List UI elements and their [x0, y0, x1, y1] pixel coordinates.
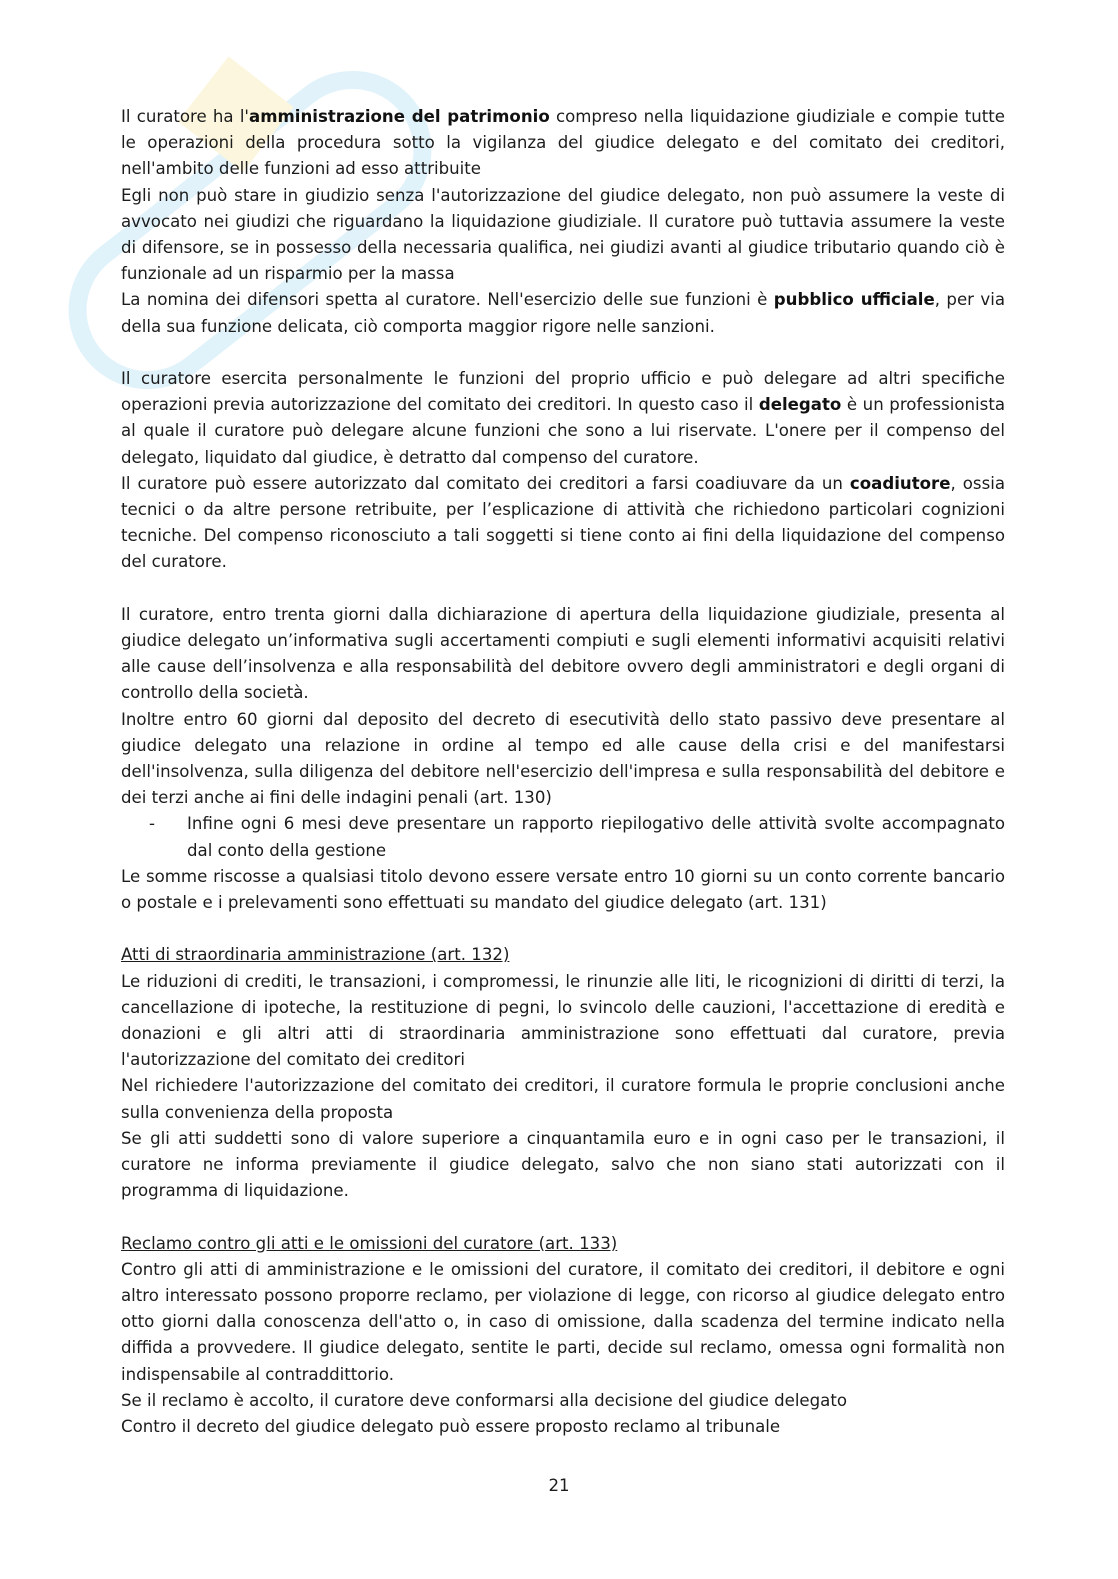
paragraph: Nel richiedere l'autorizzazione del comitato dei creditori, il curatore formula le proprie conclusioni anche sulla convenienza della proposta	[121, 1076, 1005, 1122]
paragraph: Il curatore esercita personalmente le funzioni del proprio ufficio e può delegare ad altri specifiche operazioni previa autorizzazione del comitato dei creditori. In questo caso il delegato è un professionista al quale il curatore può delegare alcune funzioni che sono a lui riservate. L'onere per il compenso del delegato, liquidato dal giudice, è detratto dal compenso del curatore.	[121, 369, 1005, 467]
list-item	[121, 811, 1005, 863]
list-item-text: Infine ogni 6 mesi deve presentare un rapporto riepilogativo delle attività svolte accompagnato dal conto della gestione	[187, 814, 1005, 860]
paragraph: Contro il decreto del giudice delegato può essere proposto reclamo al tribunale	[121, 1417, 781, 1437]
paragraph: Egli non può stare in giudizio senza l'autorizzazione del giudice delegato, non può assumere la veste di avvocato nei giudizi che riguardano la liquidazione giudiziale. Il curatore può tuttavia assumere la veste di difensore, se in possesso della necessaria qualifica, nei giudizi avanti al giudice tributario quando ciò è funzionale ad un risparmio per la massa	[121, 185, 1005, 284]
paragraph: Se il reclamo è accolto, il curatore deve conformarsi alla decisione del giudice delegato	[121, 1390, 847, 1410]
paragraph: Le riduzioni di crediti, le transazioni, i compromessi, le rinunzie alle liti, le ricognizioni di diritti di terzi, la cancellazione di ipoteche, la restituzione di pegni, lo svincolo delle cauzioni, l'accettazione di eredità e donazioni e gli altri atti di straordinaria amministrazione sono effettuati dal curatore, previa l'autorizzazione del comitato dei creditori	[121, 971, 1005, 1070]
bullet-dash: -	[149, 814, 155, 834]
paragraph: Il curatore può essere autorizzato dal comitato dei creditori a farsi coadiuvare da un coadiutore, ossia tecnici o da altre persone retribuite, per l’esplicazione di attività che richiedono particolari cognizioni tecniche. Del compenso riconosciuto a tali soggetti si tiene conto ai fini della liquidazione del compenso del curatore.	[121, 473, 1005, 572]
page-number: 21	[548, 1476, 570, 1495]
document-body	[121, 104, 1005, 1440]
section-heading: Reclamo contro gli atti e le omissioni del curatore (art. 133)	[121, 1233, 618, 1253]
paragraph: Contro gli atti di amministrazione e le omissioni del curatore, il comitato dei creditori, il debitore e ogni altro interessato possono proporre reclamo, per violazione di legge, con ricorso al giudice delegato entro otto giorni dalla conoscenza dell'atto o, in caso di omissione, dalla scadenza del termine indicato nella diffida a provvedere. Il giudice delegato, sentite le parti, decide sul reclamo, omessa ogni formalità non indispensabile al contraddittorio.	[121, 1259, 1005, 1384]
paragraph: Il curatore, entro trenta giorni dalla dichiarazione di apertura della liquidazione giudiziale, presenta al giudice delegato un’informativa sugli accertamenti compiuti e sugli elementi informativi acquisiti relativi alle cause dell’insolvenza e alla responsabilità del debitore ovvero degli amministratori e degli organi di controllo della società.	[121, 604, 1005, 703]
paragraph: Le somme riscosse a qualsiasi titolo devono essere versate entro 10 giorni su un conto corrente bancario o postale e i prelevamenti sono effettuati su mandato del giudice delegato (art. 131)	[121, 866, 1005, 913]
paragraph: La nomina dei difensori spetta al curatore. Nell'esercizio delle sue funzioni è pubblico ufficiale, per via della sua funzione delicata, ciò comporta maggior rigore nelle sanzioni.	[121, 290, 1005, 336]
section-heading: Atti di straordinaria amministrazione (art. 132)	[121, 945, 510, 965]
paragraph: Il curatore ha l'amministrazione del patrimonio compreso nella liquidazione giudiziale e compie tutte le operazioni della procedura sotto la vigilanza del giudice delegato e del comitato dei creditori, nell'ambito delle funzioni ad esso attribuite	[121, 107, 1005, 179]
paragraph: Se gli atti suddetti sono di valore superiore a cinquantamila euro e in ogni caso per le transazioni, il curatore ne informa previamente il giudice delegato, salvo che non siano stati autorizzati con il programma di liquidazione.	[121, 1128, 1005, 1201]
paragraph: Inoltre entro 60 giorni dal deposito del decreto di esecutività dello stato passivo deve presentare al giudice delegato una relazione in ordine al tempo ed alle cause della crisi e del manifestarsi dell'insolvenza, sulla diligenza del debitore nell'esercizio dell'impresa e sulla responsabilità del debitore e dei terzi anche ai fini delle indagini penali (art. 130)	[121, 709, 1005, 808]
